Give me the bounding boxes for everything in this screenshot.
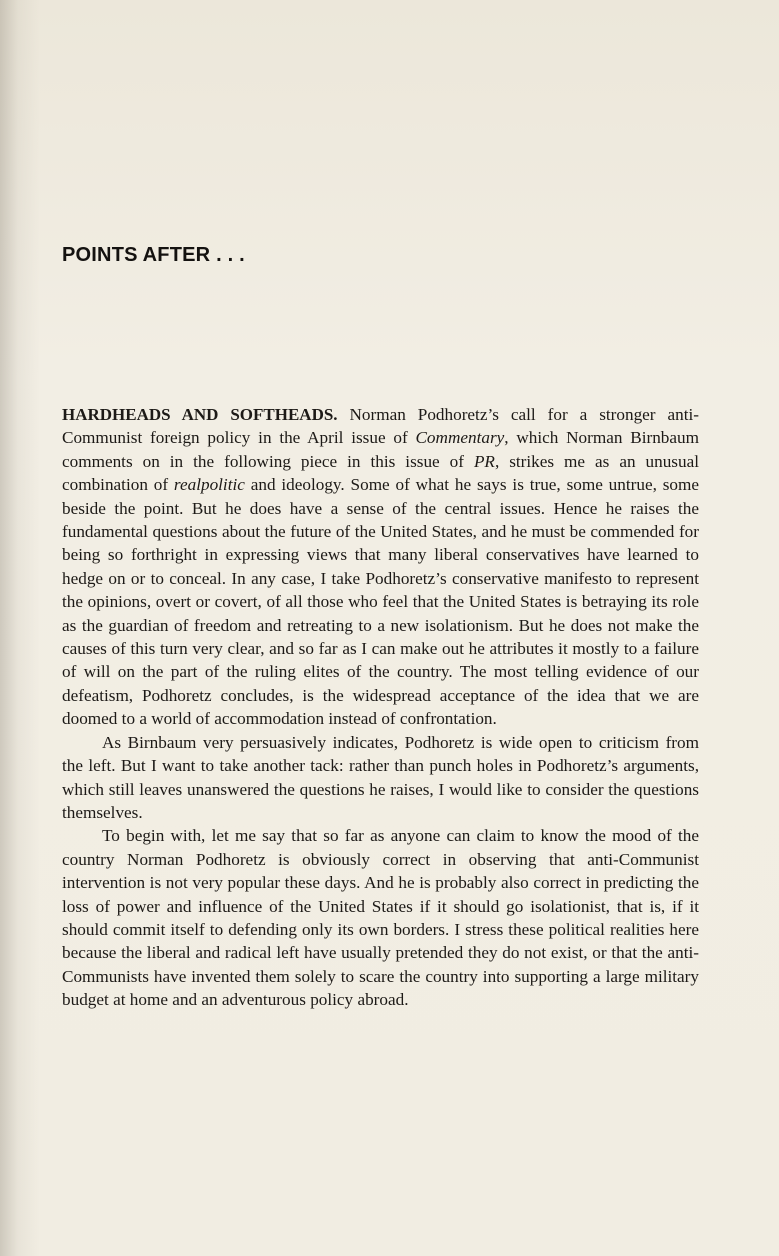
paragraph-1 — [62, 403, 699, 731]
italic-term: realpolitic — [173, 475, 245, 495]
italic-journal-title: Commentary — [415, 428, 505, 448]
text-run: , strikes me as an unusual combination of — [62, 451, 699, 495]
text-run: , which Norman Birnbaum comments on in the following piece in this issue of — [62, 428, 699, 471]
section-heading: POINTS AFTER . . . — [62, 244, 245, 266]
paragraph-2: As Birnbaum very persuasively indicates, Podhoretz is wide open to criticism from the left. But I want to take another tack: rather than punch holes in Podhoretz’s arguments, which still leaves unanswered the questions he raises, I would like to consider the questions themselves. — [62, 732, 699, 822]
text-run: and ideology. Some of what he says is true, some untrue, some beside the point. But he does have a sense of the central issues. Hence he raises the fundamental questions about the future of the United States, and he must be commended for being so forthright in expressing views that many liberal conservatives have learned to hedge on or to conceal. In any case, I take Podhoretz’s conservative manifesto to represent the opinions, overt or covert, of all those who feel that the United States is betraying its role as the guardian of freedom and retreating to a new isolationism. But he does not make the causes of this turn very clear, and so far as I can make out he attributes it mostly to a failure of will on the part of the ruling elites of the country. The most telling evidence of our defeatism, Podhoretz concludes, is the widespread acceptance of the idea that we are doomed to a world of accommodation instead of confrontation. — [62, 475, 699, 729]
paragraph-lead-title: HARDHEADS AND SOFTHEADS. — [62, 405, 338, 424]
paragraph-3: To begin with, let me say that so far as anyone can claim to know the mood of the country Norman Podhoretz is obviously correct in observing that anti-Communist intervention is not very popular these days. And he is probably also correct in predicting the loss of power and influence of the United States if it should go isolationist, that is, if it should commit itself to defending only its own borders. I stress these political realities here because the liberal and radical left have usually pretended they do not exist, or that the anti-Communists have invented them solely to scare the country into supporting a large military budget at home and an adventurous policy abroad. — [62, 826, 699, 1010]
article-body — [62, 403, 699, 1012]
text-run: Norman Podhoretz’s call for a stronger anti-Communist foreign policy in the April issue of — [62, 405, 699, 448]
italic-journal-abbrev: PR — [473, 451, 495, 471]
